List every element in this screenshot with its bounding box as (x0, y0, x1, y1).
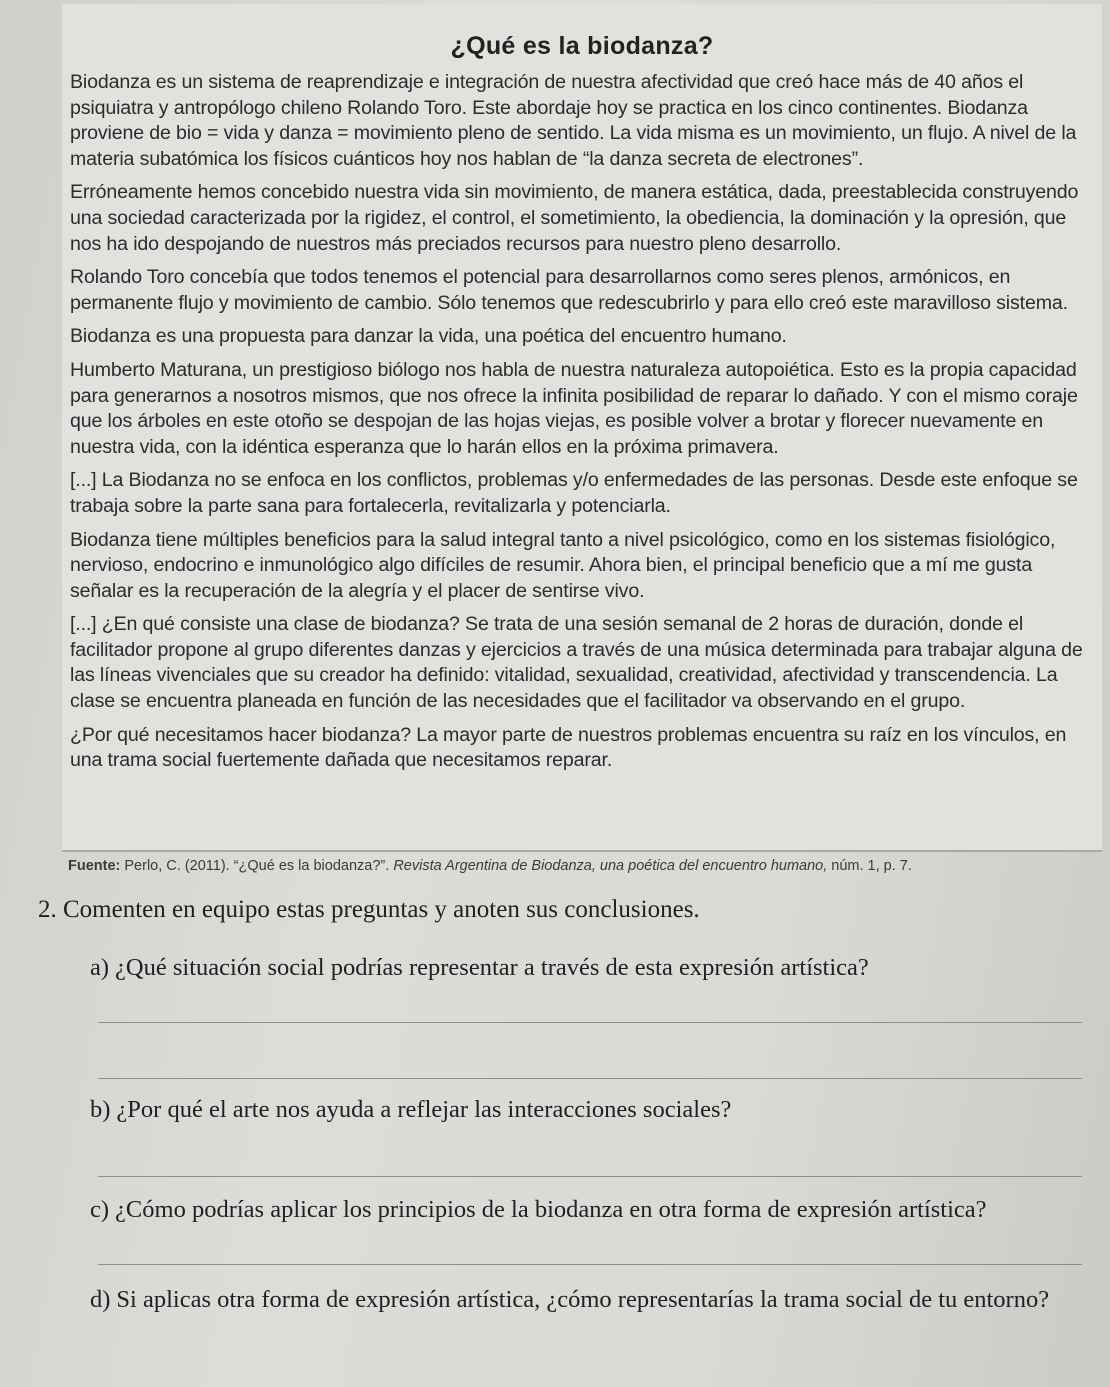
source-text-after: núm. 1, p. 7. (827, 858, 912, 874)
question-c-text: ¿Cómo podrías aplicar los principios de la biodanza en otra forma de expresión artística? (115, 1196, 987, 1223)
question-b-letter: b) (90, 1096, 111, 1123)
answer-line-b[interactable] (98, 1176, 1082, 1177)
source-label: Fuente: (68, 858, 121, 874)
paragraph-7: Biodanza tiene múltiples beneficios para la salud integral tanto a nivel psicológico, como en los sistemas fisiológico, nervioso, endocrino e inmunológico algo difíciles de resumir. Ahora bien, el principal beneficio que a mí me gusta señalar es la recuperación de la alegría y el placer de sentirse vivo. (70, 528, 1056, 602)
question-b-text: ¿Por qué el arte nos ayuda a reflejar las interacciones sociales? (116, 1096, 732, 1123)
question-c (90, 1196, 987, 1224)
question-d (90, 1282, 1090, 1317)
answer-line-a1[interactable] (98, 1022, 1082, 1023)
source-journal: Revista Argentina de Biodanza, una poética del encuentro humano, (393, 858, 828, 874)
reading-body (70, 70, 1094, 782)
reading-title: ¿Qué es la biodanza? (450, 32, 714, 60)
question-a-text: ¿Qué situación social podrías representar a través de esta expresión artística? (115, 954, 869, 981)
paragraph-4: Biodanza es una propuesta para danzar la vida, una poética del encuentro humano. (70, 325, 787, 348)
paragraph-9: ¿Por qué necesitamos hacer biodanza? La mayor parte de nuestros problemas encuentra su raíz en los vínculos, en una trama social fuertemente dañada que necesitamos reparar. (70, 723, 1067, 772)
question-c-letter: c) (90, 1196, 110, 1223)
reading-box (62, 4, 1102, 852)
question-b (90, 1096, 731, 1124)
question-d-letter: d) (90, 1286, 111, 1313)
paragraph-3: Rolando Toro concebía que todos tenemos el potencial para desarrollarnos como seres plenos, armónicos, en permanente flujo y movimiento de cambio. Sólo tenemos que redescubrirlo y para ello creó este maravilloso sistema. (70, 266, 1068, 314)
question-d-text: Si aplicas otra forma de expresión artística, ¿cómo representarías la trama social de tu entorno? (116, 1286, 1050, 1313)
answer-line-c[interactable] (98, 1264, 1082, 1265)
paragraph-1: Biodanza es un sistema de reaprendizaje e integración de nuestra afectividad que creó hace más de 40 años el psiquiatra y antropólogo chileno Rolando Toro. Este abordaje hoy se practica en los cinco continentes. Biodanza proviene de bio = vida y danza = movimiento pleno de sentido. La vida misma es un movimiento, un flujo. A nivel de la materia subatómica los físicos cuánticos hoy nos hablan de “la danza secreta de electrones”. (70, 71, 1077, 170)
answer-line-a2[interactable] (98, 1078, 1082, 1079)
source-text-before: Perlo, C. (2011). “¿Qué es la biodanza?”. (120, 858, 394, 874)
question-a-letter: a) (90, 954, 110, 981)
paragraph-8: [...] ¿En qué consiste una clase de biodanza? Se trata de una sesión semanal de 2 horas de duración, donde el facilitador propone al grupo diferentes danzas y ejercicios a través de una música determinada para trabajar alguna de las líneas vivenciales que su creador ha definido: vitalidad, sexualidad, creatividad, afectividad y transcendencia. La clase se encuentra planeada en función de las necesidades que el facilitador va observando en el grupo. (70, 613, 1083, 713)
question-a (90, 954, 869, 982)
paragraph-2: Erróneamente hemos concebido nuestra vida sin movimiento, de manera estática, dada, preestablecida construyendo una sociedad caracterizada por la rigidez, el control, el sometimiento, la obediencia, la dominación y la opresión, que nos ha ido despojando de nuestros más preciados recursos para nuestro pleno desarrollo. (70, 181, 1079, 255)
paragraph-6: [...] La Biodanza no se enfoca en los conflictos, problemas y/o enfermedades de las personas. Desde este enfoque se trabaja sobre la parte sana para fortalecerla, revitalizarla y potenciarla. (70, 469, 1078, 517)
source-citation (68, 858, 1098, 874)
activity-title: 2. Comenten en equipo estas preguntas y anoten sus conclusiones. (38, 896, 700, 923)
paragraph-5: Humberto Maturana, un prestigioso biólogo nos habla de nuestra naturaleza autopoiética. Esto es la propia capacidad para generarnos a nosotros mismos, que nos ofrece la infinita posibilidad de reparar lo dañado. Y con el mismo coraje que los árboles en este otoño se despojan de las hojas viejas, es posible volver a brotar y florecer nuevamente en nuestra vida, con la idéntica esperanza que lo harán ellos en la próxima primavera. (70, 358, 1078, 458)
